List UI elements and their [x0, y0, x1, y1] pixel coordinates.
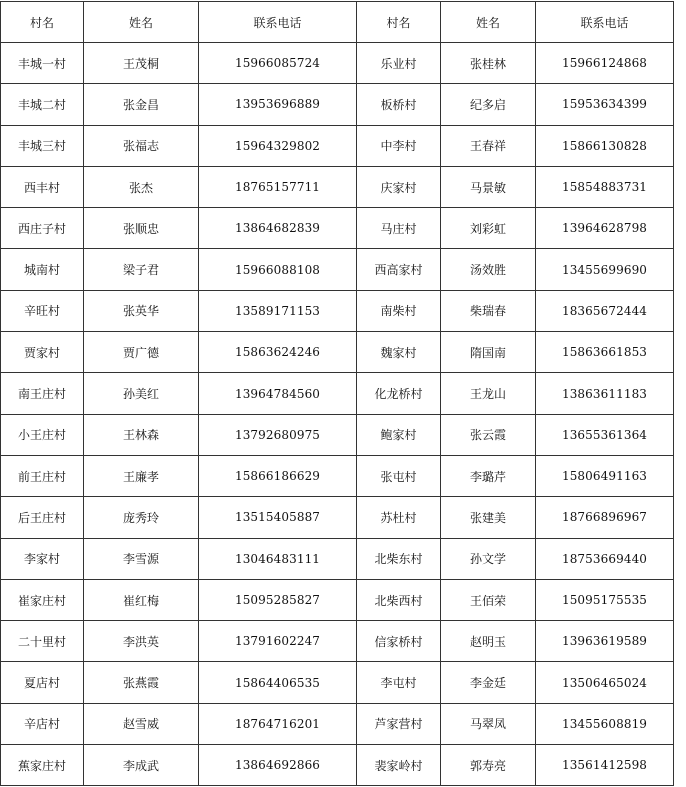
village-name-cell: 信家桥村: [357, 621, 441, 662]
person-name-cell: 柴瑞春: [441, 290, 536, 331]
person-name-cell: 李璐芹: [441, 455, 536, 496]
person-name-cell: 刘彩虹: [441, 208, 536, 249]
phone-cell: 15864406535: [199, 662, 357, 703]
person-name-cell: 张建美: [441, 497, 536, 538]
village-name-cell: 丰城一村: [1, 43, 84, 84]
village-name-cell: 苏杜村: [357, 497, 441, 538]
village-name-cell: 小王庄村: [1, 414, 84, 455]
village-name-cell: 北柴西村: [357, 579, 441, 620]
village-name-cell: 南柴村: [357, 290, 441, 331]
village-name-cell: 裴家岭村: [357, 745, 441, 786]
village-name-cell: 辛旺村: [1, 290, 84, 331]
person-name-cell: 李雪源: [84, 538, 199, 579]
phone-cell: 15866186629: [199, 455, 357, 496]
person-name-cell: 李金廷: [441, 662, 536, 703]
phone-cell: 13864682839: [199, 208, 357, 249]
table-row: [1, 290, 674, 331]
phone-cell: 15966085724: [199, 43, 357, 84]
village-name-cell: 芦家营村: [357, 703, 441, 744]
person-name-cell: 梁子君: [84, 249, 199, 290]
village-contact-table: [0, 1, 674, 786]
table-row: [1, 414, 674, 455]
village-name-cell: 李家村: [1, 538, 84, 579]
village-name-cell: 贾家村: [1, 332, 84, 373]
person-name-cell: 王茂桐: [84, 43, 199, 84]
phone-cell: 13964628798: [536, 208, 674, 249]
person-name-cell: 张燕霞: [84, 662, 199, 703]
header-phone: 联系电话: [199, 2, 357, 43]
table-row: [1, 166, 674, 207]
village-name-cell: 庆家村: [357, 166, 441, 207]
header-person-name: 姓名: [84, 2, 199, 43]
phone-cell: 13455699690: [536, 249, 674, 290]
header-person-name: 姓名: [441, 2, 536, 43]
person-name-cell: 王龙山: [441, 373, 536, 414]
phone-cell: 15095175535: [536, 579, 674, 620]
village-name-cell: 城南村: [1, 249, 84, 290]
person-name-cell: 汤效胜: [441, 249, 536, 290]
village-name-cell: 李屯村: [357, 662, 441, 703]
phone-cell: 15863624246: [199, 332, 357, 373]
table-row: [1, 703, 674, 744]
table-body: [1, 43, 674, 786]
village-name-cell: 夏店村: [1, 662, 84, 703]
village-name-cell: 南王庄村: [1, 373, 84, 414]
person-name-cell: 张桂林: [441, 43, 536, 84]
village-name-cell: 马庄村: [357, 208, 441, 249]
phone-cell: 13655361364: [536, 414, 674, 455]
table-row: [1, 332, 674, 373]
phone-cell: 15863661853: [536, 332, 674, 373]
person-name-cell: 崔红梅: [84, 579, 199, 620]
phone-cell: 13953696889: [199, 84, 357, 125]
phone-cell: 13515405887: [199, 497, 357, 538]
phone-cell: 13046483111: [199, 538, 357, 579]
village-name-cell: 化龙桥村: [357, 373, 441, 414]
person-name-cell: 张金昌: [84, 84, 199, 125]
phone-cell: 18764716201: [199, 703, 357, 744]
person-name-cell: 马翠凤: [441, 703, 536, 744]
phone-cell: 15966088108: [199, 249, 357, 290]
table-row: [1, 497, 674, 538]
person-name-cell: 孙文学: [441, 538, 536, 579]
phone-cell: 18753669440: [536, 538, 674, 579]
person-name-cell: 王廉孝: [84, 455, 199, 496]
person-name-cell: 孙美红: [84, 373, 199, 414]
village-name-cell: 中李村: [357, 125, 441, 166]
table-row: [1, 745, 674, 786]
person-name-cell: 纪多启: [441, 84, 536, 125]
village-name-cell: 魏家村: [357, 332, 441, 373]
header-village-name: 村名: [357, 2, 441, 43]
person-name-cell: 郭寿亮: [441, 745, 536, 786]
table-row: [1, 538, 674, 579]
phone-cell: 15953634399: [536, 84, 674, 125]
table-row: [1, 208, 674, 249]
person-name-cell: 张云霞: [441, 414, 536, 455]
person-name-cell: 马景敏: [441, 166, 536, 207]
table-row: [1, 621, 674, 662]
village-name-cell: 前王庄村: [1, 455, 84, 496]
phone-cell: 15806491163: [536, 455, 674, 496]
table-header-row: [1, 2, 674, 43]
header-phone: 联系电话: [536, 2, 674, 43]
header-village-name: 村名: [1, 2, 84, 43]
table-row: [1, 579, 674, 620]
phone-cell: 13864692866: [199, 745, 357, 786]
village-name-cell: 张屯村: [357, 455, 441, 496]
phone-cell: 13506465024: [536, 662, 674, 703]
person-name-cell: 王春祥: [441, 125, 536, 166]
person-name-cell: 王林森: [84, 414, 199, 455]
person-name-cell: 李成武: [84, 745, 199, 786]
phone-cell: 13455608819: [536, 703, 674, 744]
table-row: [1, 373, 674, 414]
village-name-cell: 蕉家庄村: [1, 745, 84, 786]
phone-cell: 15095285827: [199, 579, 357, 620]
phone-cell: 13964784560: [199, 373, 357, 414]
village-name-cell: 西丰村: [1, 166, 84, 207]
phone-cell: 18766896967: [536, 497, 674, 538]
person-name-cell: 张顺忠: [84, 208, 199, 249]
village-name-cell: 鲍家村: [357, 414, 441, 455]
person-name-cell: 贾广德: [84, 332, 199, 373]
phone-cell: 13963619589: [536, 621, 674, 662]
phone-cell: 13561412598: [536, 745, 674, 786]
phone-cell: 13791602247: [199, 621, 357, 662]
village-name-cell: 二十里村: [1, 621, 84, 662]
phone-cell: 13792680975: [199, 414, 357, 455]
village-name-cell: 乐业村: [357, 43, 441, 84]
village-name-cell: 北柴东村: [357, 538, 441, 579]
person-name-cell: 庞秀玲: [84, 497, 199, 538]
person-name-cell: 张英华: [84, 290, 199, 331]
table-row: [1, 455, 674, 496]
phone-cell: 13589171153: [199, 290, 357, 331]
village-name-cell: 崔家庄村: [1, 579, 84, 620]
person-name-cell: 张杰: [84, 166, 199, 207]
village-name-cell: 丰城二村: [1, 84, 84, 125]
village-name-cell: 西庄子村: [1, 208, 84, 249]
person-name-cell: 张福志: [84, 125, 199, 166]
table-row: [1, 662, 674, 703]
person-name-cell: 王佰荣: [441, 579, 536, 620]
village-name-cell: 后王庄村: [1, 497, 84, 538]
person-name-cell: 赵明玉: [441, 621, 536, 662]
phone-cell: 18765157711: [199, 166, 357, 207]
table-row: [1, 249, 674, 290]
phone-cell: 15854883731: [536, 166, 674, 207]
phone-cell: 15966124868: [536, 43, 674, 84]
village-name-cell: 丰城三村: [1, 125, 84, 166]
person-name-cell: 赵雪威: [84, 703, 199, 744]
phone-cell: 15866130828: [536, 125, 674, 166]
village-name-cell: 辛店村: [1, 703, 84, 744]
village-name-cell: 板桥村: [357, 84, 441, 125]
person-name-cell: 李洪英: [84, 621, 199, 662]
phone-cell: 18365672444: [536, 290, 674, 331]
table-row: [1, 43, 674, 84]
table-row: [1, 84, 674, 125]
phone-cell: 13863611183: [536, 373, 674, 414]
person-name-cell: 隋国南: [441, 332, 536, 373]
phone-cell: 15964329802: [199, 125, 357, 166]
village-name-cell: 西高家村: [357, 249, 441, 290]
table-row: [1, 125, 674, 166]
